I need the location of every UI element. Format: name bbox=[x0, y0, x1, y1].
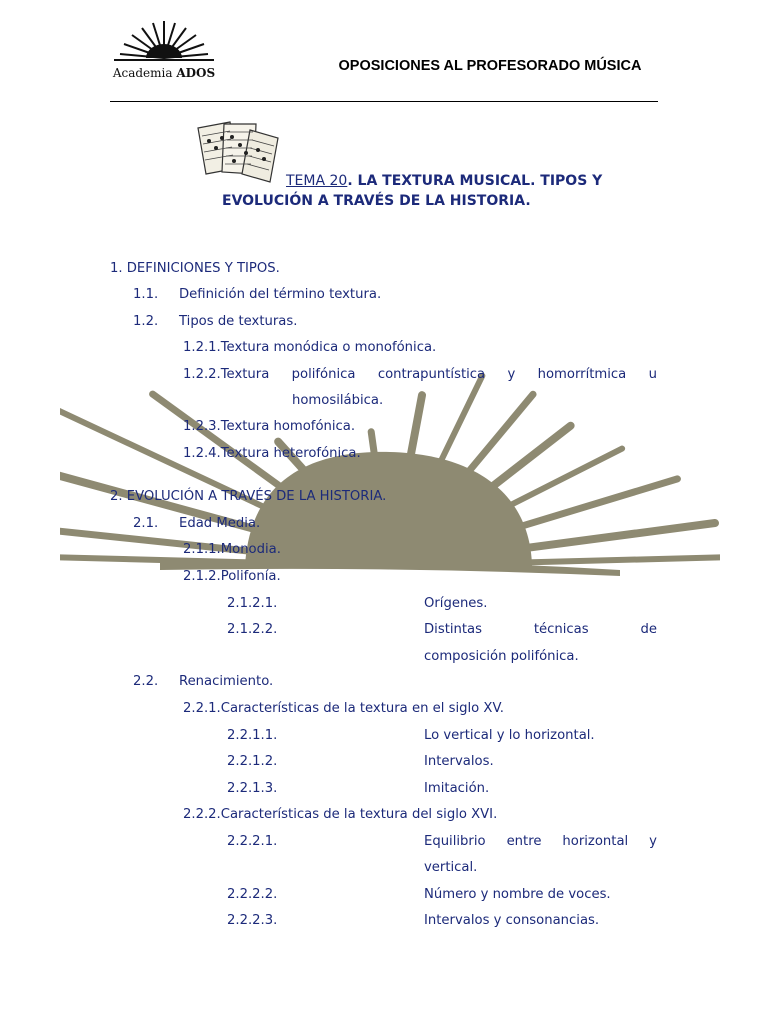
toc-item: Renacimiento. bbox=[179, 674, 274, 689]
toc-number: 2.1. bbox=[133, 516, 159, 531]
toc-item-justified: Distintas técnicas de bbox=[424, 622, 657, 637]
toc-item: Edad Media. bbox=[179, 516, 261, 531]
toc-number: 2.1.2.2. bbox=[227, 622, 278, 637]
toc-item: 2.1.2.Polifonía. bbox=[183, 569, 281, 584]
toc-number: 2.2. bbox=[133, 674, 159, 689]
toc-number: 2.2.2.1. bbox=[227, 834, 278, 849]
toc-item: Lo vertical y lo horizontal. bbox=[424, 728, 595, 743]
toc-item: Orígenes. bbox=[424, 596, 488, 611]
toc-item-continuation: vertical. bbox=[424, 860, 478, 875]
toc-number: 2.2.1.3. bbox=[227, 781, 278, 796]
topic-title: TEMA 20. LA TEXTURA MUSICAL. TIPOS Y EVOLUCIÓN A TRAVÉS DE LA HISTORIA. bbox=[222, 171, 642, 211]
toc-item: 1.2.4.Textura heterofónica. bbox=[183, 446, 361, 461]
toc-item: 2.1.1.Monodia. bbox=[183, 542, 281, 557]
header-title: OPOSICIONES AL PROFESORADO MÚSICA bbox=[338, 58, 642, 74]
toc-item-justified: Equilibrio entre horizontal y bbox=[424, 834, 657, 849]
toc-item: 2.2.1.Características de la textura en el siglo XV. bbox=[183, 701, 504, 716]
toc-item-justified: 1.2.2.Textura polifónica contrapuntística y homorrítmica u bbox=[183, 367, 657, 382]
toc-number: 1.1. bbox=[133, 287, 159, 302]
academy-logo bbox=[112, 18, 216, 84]
toc-item: Intervalos y consonancias. bbox=[424, 913, 600, 928]
toc-number: 2.2.1.2. bbox=[227, 754, 278, 769]
header-divider bbox=[110, 101, 658, 102]
toc-section-1: 1. DEFINICIONES Y TIPOS. bbox=[110, 261, 280, 276]
toc-item: Definición del término textura. bbox=[179, 287, 382, 302]
sun-dome bbox=[245, 452, 532, 566]
toc-number: 2.1.2.1. bbox=[227, 596, 278, 611]
toc-item: 1.2.3.Textura homofónica. bbox=[183, 419, 356, 434]
toc-item: Número y nombre de voces. bbox=[424, 887, 611, 902]
logo-text: Academia ADOS bbox=[112, 66, 216, 80]
toc-item: Intervalos. bbox=[424, 754, 494, 769]
toc-item-continuation: homosilábica. bbox=[292, 393, 384, 408]
sunburst-logo-icon bbox=[112, 18, 216, 68]
toc-number: 1.2. bbox=[133, 314, 159, 329]
toc-section-2: 2. EVOLUCIÓN A TRAVÉS DE LA HISTORIA. bbox=[110, 489, 387, 504]
toc-number: 2.2.2.3. bbox=[227, 913, 278, 928]
toc-number: 2.2.1.1. bbox=[227, 728, 278, 743]
toc-number: 2.2.2.2. bbox=[227, 887, 278, 902]
topic-number: TEMA 20 bbox=[286, 173, 348, 189]
toc-item: 1.2.1.Textura monódica o monofónica. bbox=[183, 340, 437, 355]
toc-item: Imitación. bbox=[424, 781, 490, 796]
toc-item-continuation: composición polifónica. bbox=[424, 649, 579, 664]
toc-item: 2.2.2.Características de la textura del siglo XVI. bbox=[183, 807, 498, 822]
toc-item: Tipos de texturas. bbox=[179, 314, 298, 329]
topic-title-line2: EVOLUCIÓN A TRAVÉS DE LA HISTORIA. bbox=[222, 193, 531, 209]
